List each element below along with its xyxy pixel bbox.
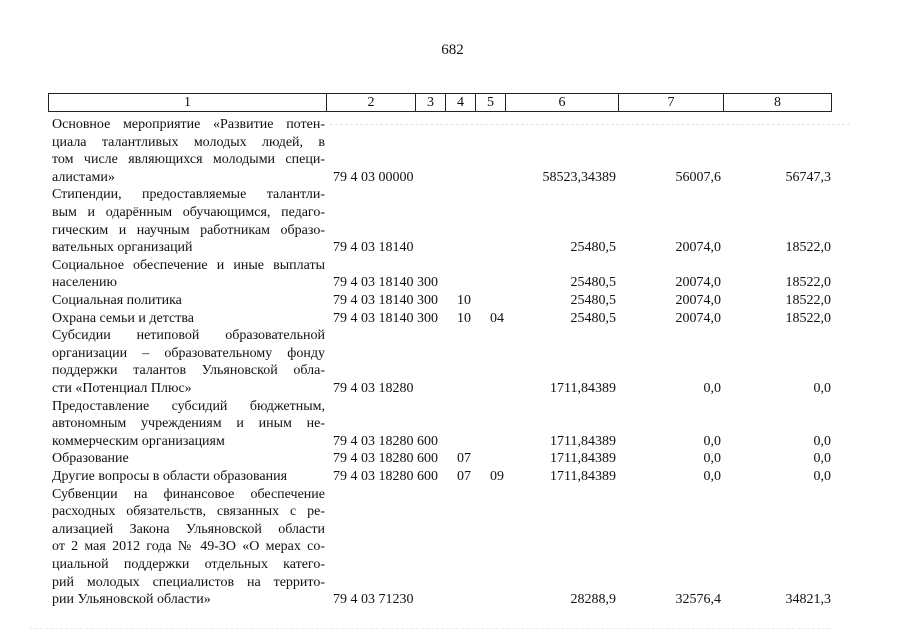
row-value-6: 25480,5: [570, 275, 616, 291]
row-value-6: 25480,5: [570, 240, 616, 256]
row-name-line: Другие вопросы в области образования: [52, 469, 288, 484]
row-name-line: Социальная политика: [52, 293, 182, 308]
row-name-line: вательных организаций: [52, 240, 193, 256]
row-value-6: 1711,84389: [550, 380, 616, 396]
row-name-line: циала талантливых молодых людей, в: [52, 134, 325, 150]
row-value-6: 25480,5: [570, 293, 616, 308]
row-value-8: 34821,3: [785, 592, 831, 608]
row-rz: 07: [457, 451, 471, 467]
row-name-line: автономным учреждениям и иным не-: [52, 416, 325, 432]
row-code: 79 4 03 18280: [333, 433, 414, 449]
row-name-line: расходных обязательств, связанных с ре-: [52, 504, 325, 520]
header-col-7: 7: [619, 94, 724, 111]
row-value-7: 0,0: [703, 469, 721, 484]
table-header-row: [48, 93, 832, 112]
row-code: 79 4 03 18280: [333, 380, 414, 396]
header-col-1: 1: [49, 94, 327, 111]
row-value-6: 58523,34389: [542, 169, 616, 185]
row-name-line: ализацией Закона Ульяновской области: [52, 521, 325, 537]
row-name: [52, 486, 325, 609]
row-code: 79 4 03 18140: [333, 310, 414, 326]
row-value-8: 18522,0: [785, 240, 831, 256]
row-name: [52, 116, 325, 186]
row-value-7: 0,0: [703, 433, 721, 449]
row-name-line: поддержки талантов Ульяновской обла-: [52, 363, 325, 379]
row-value-7: 20074,0: [675, 310, 721, 326]
row-name-line: циальной поддержки отдельных катего-: [52, 556, 325, 572]
row-name-line: Основное мероприятие «Развитие потен-: [52, 117, 325, 132]
row-value-8: 56747,3: [785, 169, 831, 185]
row-name-line: коммерческим организациям: [52, 433, 225, 449]
header-col-5: 5: [476, 94, 506, 111]
row-code: 79 4 03 18140: [333, 275, 414, 291]
scan-artifact-bottom: [30, 628, 830, 631]
row-rz: 10: [457, 293, 471, 308]
row-value-8: 18522,0: [785, 275, 831, 291]
row-name-line: Субсидии нетиповой образовательной: [52, 328, 325, 344]
row-name: [52, 450, 325, 468]
row-name-line: организации – образовательному фонду: [52, 345, 325, 361]
row-vr: 600: [417, 451, 438, 467]
row-name: [52, 292, 325, 310]
row-rz: 07: [457, 469, 471, 484]
page-number: 682: [441, 42, 464, 58]
row-value-7: 20074,0: [675, 275, 721, 291]
header-col-6: 6: [506, 94, 619, 111]
row-name-line: рии Ульяновской области»: [52, 592, 211, 608]
row-value-8: 0,0: [813, 451, 831, 467]
table-row: [0, 327, 905, 397]
row-name-line: алистами»: [52, 169, 115, 185]
row-code: 79 4 03 18280: [333, 469, 414, 484]
row-name-line: том числе являющихся молодыми специ-: [52, 152, 325, 168]
row-name-line: вым и одарённым обучающимся, педаго-: [52, 204, 325, 220]
row-vr: 300: [417, 310, 438, 326]
header-col-4: 4: [446, 94, 476, 111]
table-row: [0, 257, 905, 292]
row-value-6: 25480,5: [570, 310, 616, 326]
row-name-line: рий молодых специалистов на террито-: [52, 574, 325, 590]
row-name-line: Охрана семьи и детства: [52, 310, 194, 326]
header-col-3: 3: [416, 94, 446, 111]
row-name-line: от 2 мая 2012 года № 49-ЗО «О мерах со-: [52, 539, 325, 555]
row-name-line: Стипендии, предоставляемые талантли-: [52, 187, 325, 203]
row-code: 79 4 03 71230: [333, 592, 414, 608]
row-vr: 300: [417, 275, 438, 291]
table-row: [0, 450, 905, 468]
row-name: [52, 186, 325, 256]
row-name: [52, 327, 325, 397]
table-row: [0, 468, 905, 486]
row-pr: 04: [490, 310, 504, 326]
row-vr: 600: [417, 433, 438, 449]
row-value-8: 0,0: [813, 433, 831, 449]
row-value-7: 20074,0: [675, 240, 721, 256]
row-vr: 300: [417, 293, 438, 308]
table-row: [0, 186, 905, 256]
row-name: [52, 310, 325, 328]
table-row: [0, 398, 905, 451]
row-value-8: 18522,0: [785, 293, 831, 308]
table-row: [0, 310, 905, 328]
row-code: 79 4 03 18280: [333, 451, 414, 467]
row-value-7: 0,0: [703, 451, 721, 467]
row-value-6: 1711,84389: [550, 469, 616, 484]
row-code: 79 4 03 18140: [333, 240, 414, 256]
row-value-6: 1711,84389: [550, 433, 616, 449]
row-value-7: 56007,6: [675, 169, 721, 185]
header-col-8: 8: [774, 95, 781, 110]
row-name: [52, 398, 325, 451]
row-value-6: 28288,9: [570, 592, 616, 608]
row-name: [52, 257, 325, 292]
row-name-line: Социальное обеспечение и иные выплаты: [52, 257, 325, 273]
table-row: [0, 486, 905, 609]
table-row: [0, 292, 905, 310]
row-value-8: 0,0: [813, 380, 831, 396]
row-value-7: 32576,4: [675, 592, 721, 608]
row-value-8: 18522,0: [785, 310, 831, 326]
row-pr: 09: [490, 469, 504, 484]
row-value-6: 1711,84389: [550, 451, 616, 467]
header-col-2: 2: [327, 94, 416, 111]
row-name-line: Образование: [52, 451, 129, 467]
row-name-line: Субвенции на финансовое обеспечение: [52, 486, 325, 502]
row-value-7: 20074,0: [675, 293, 721, 308]
row-value-7: 0,0: [703, 380, 721, 396]
row-value-8: 0,0: [813, 469, 831, 484]
row-code: 79 4 03 00000: [333, 169, 414, 185]
row-name-line: населению: [52, 275, 117, 291]
row-name-line: гическим и научным работникам образо-: [52, 222, 325, 238]
row-name: [52, 468, 325, 486]
row-name-line: Предоставление субсидий бюджетным,: [52, 398, 325, 414]
row-code: 79 4 03 18140: [333, 293, 414, 308]
row-rz: 10: [457, 310, 471, 326]
table-row: [0, 116, 905, 186]
row-vr: 600: [417, 469, 438, 484]
row-name-line: сти «Потенциал Плюс»: [52, 380, 192, 396]
